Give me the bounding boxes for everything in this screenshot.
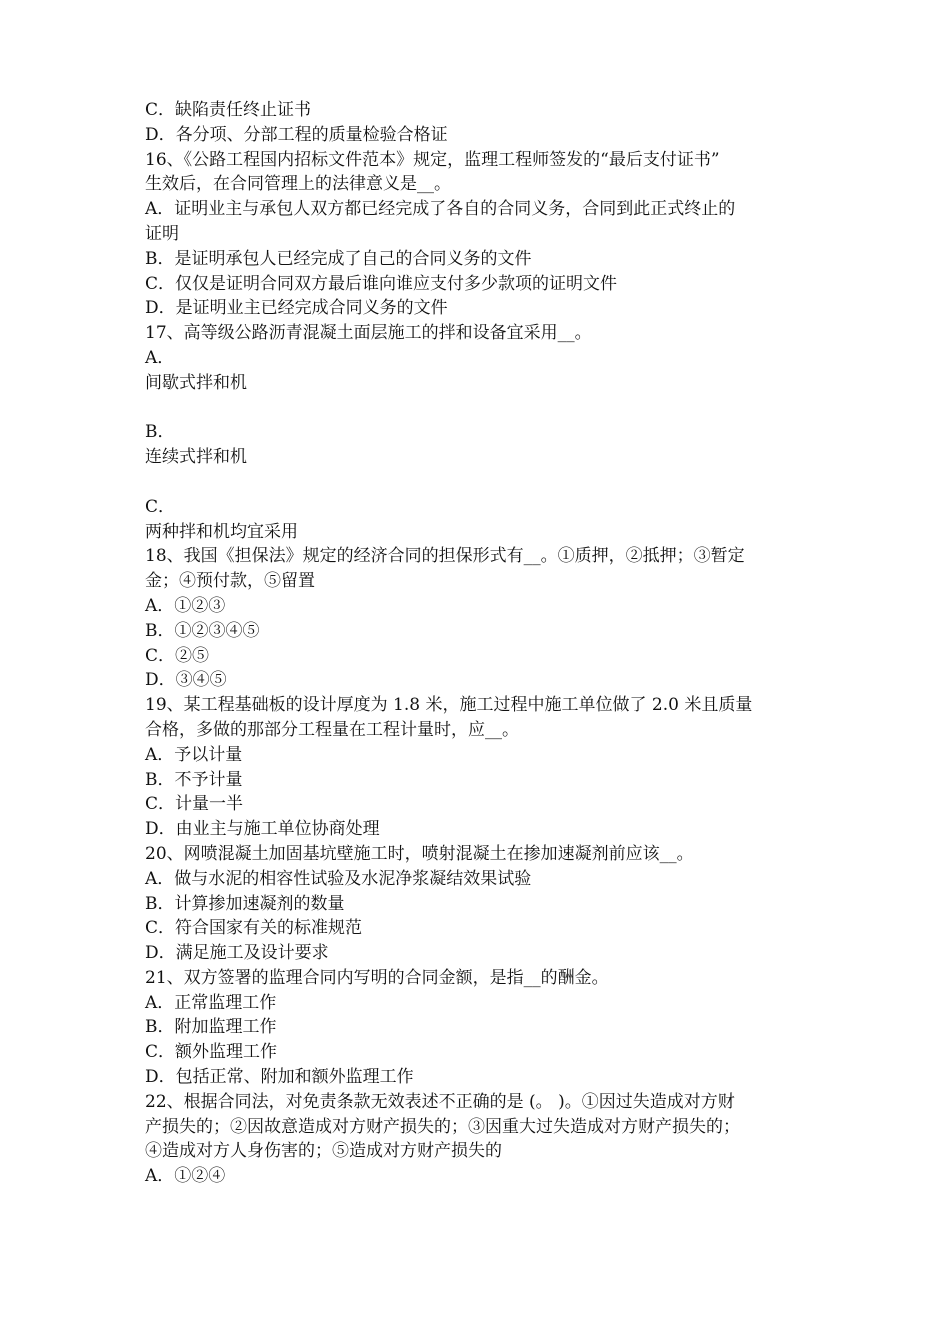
option-text: 连续式拌和机 bbox=[145, 447, 247, 468]
option-line: A．予以计量 bbox=[145, 744, 243, 765]
option-line: A．①②③ bbox=[145, 595, 226, 616]
document-body bbox=[145, 98, 813, 1189]
question-line: 21、双方签署的监理合同内写明的合同金额，是指__的酬金。 bbox=[145, 967, 609, 988]
option-label: A． bbox=[145, 347, 175, 368]
option-line: D．满足施工及设计要求 bbox=[145, 943, 329, 964]
option-line: 证明 bbox=[145, 223, 179, 244]
option-line: A．正常监理工作 bbox=[145, 992, 277, 1013]
option-line: B．附加监理工作 bbox=[145, 1017, 277, 1038]
option-text: 间歇式拌和机 bbox=[145, 372, 247, 393]
question-line: 20、网喷混凝土加固基坑壁施工时，喷射混凝土在掺加速凝剂前应该__。 bbox=[145, 843, 694, 864]
question-line: 18、我国《担保法》规定的经济合同的担保形式有__。①质押，②抵押；③暂定 bbox=[145, 546, 745, 567]
option-line: D．包括正常、附加和额外监理工作 bbox=[145, 1067, 414, 1088]
option-line: D．由业主与施工单位协商处理 bbox=[145, 819, 380, 840]
blank-line bbox=[145, 396, 813, 421]
question-line: 17、高等级公路沥青混凝土面层施工的拌和设备宜采用__。 bbox=[145, 323, 592, 344]
option-line: C．②⑤ bbox=[145, 645, 210, 666]
option-line: D．各分项、分部工程的质量检验合格证 bbox=[145, 124, 448, 145]
option-line: C．缺陷责任终止证书 bbox=[145, 100, 312, 120]
question-line: 16、《公路工程国内招标文件范本》规定，监理工程师签发的“最后支付证书” bbox=[145, 149, 720, 170]
option-line: B．是证明承包人已经完成了自己的合同义务的文件 bbox=[145, 248, 532, 269]
option-label: B． bbox=[145, 422, 175, 443]
option-line: C．符合国家有关的标准规范 bbox=[145, 918, 363, 939]
option-line: D．③④⑤ bbox=[145, 670, 227, 691]
option-line: B．①②③④⑤ bbox=[145, 620, 260, 641]
option-line: C．仅仅是证明合同双方最后谁向谁应支付多少款项的证明文件 bbox=[145, 273, 618, 294]
blank-line bbox=[145, 470, 813, 495]
option-text: 两种拌和机均宜采用 bbox=[145, 521, 298, 542]
option-line: B．计算掺加速凝剂的数量 bbox=[145, 893, 345, 914]
question-line: 合格，多做的那部分工程量在工程计量时，应__。 bbox=[145, 719, 519, 740]
option-line: B．不予计量 bbox=[145, 769, 243, 790]
question-line: 19、某工程基础板的设计厚度为 1.8 米，施工过程中施工单位做了 2.0 米且质量 bbox=[145, 695, 753, 716]
option-line: C．额外监理工作 bbox=[145, 1042, 278, 1063]
option-label: C． bbox=[145, 496, 176, 517]
question-line: 金；④预付款，⑤留置 bbox=[145, 571, 315, 592]
option-line: A．①②④ bbox=[145, 1166, 226, 1187]
option-line: A．证明业主与承包人双方都已经完成了各自的合同义务，合同到此正式终止的 bbox=[145, 199, 736, 220]
question-line: ④造成对方人身伤害的；⑤造成对方财产损失的 bbox=[145, 1141, 502, 1162]
option-line: D．是证明业主已经完成合同义务的文件 bbox=[145, 298, 448, 319]
question-line: 产损失的；②因故意造成对方财产损失的；③因重大过失造成对方财产损失的； bbox=[145, 1116, 740, 1137]
option-line: C．计量一半 bbox=[145, 794, 244, 815]
question-line: 生效后，在合同管理上的法律意义是__。 bbox=[145, 174, 451, 195]
question-line: 22、根据合同法，对免责条款无效表述不正确的是 (。 )。①因过失造成对方财 bbox=[145, 1091, 735, 1112]
option-line: A．做与水泥的相容性试验及水泥净浆凝结效果试验 bbox=[145, 868, 532, 889]
